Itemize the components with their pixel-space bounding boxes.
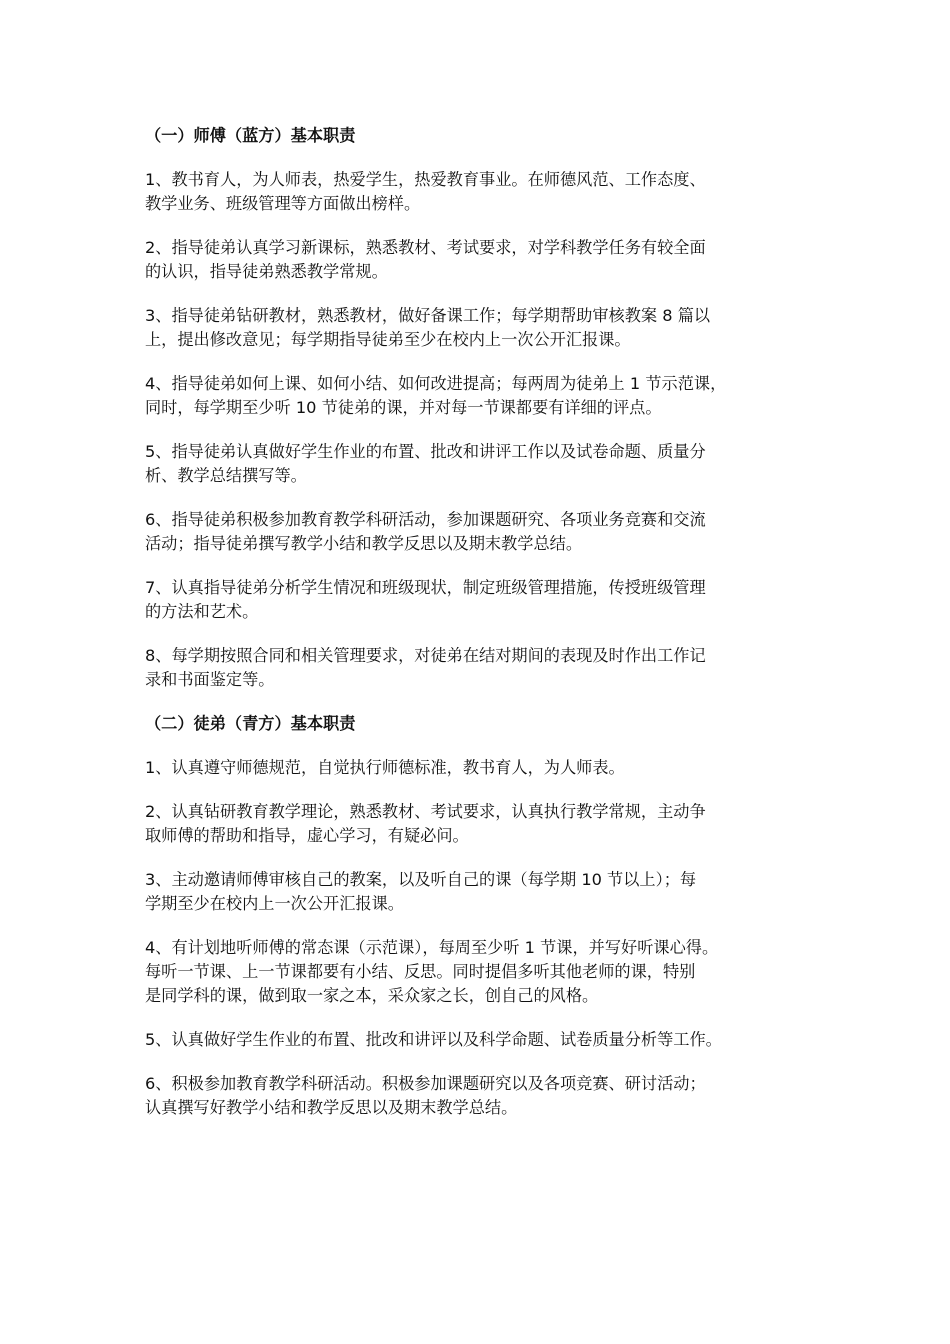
mentor-duty-8: [145, 644, 820, 692]
paragraph-line: 3、指导徒弟钻研教材，熟悉教材，做好备课工作；每学期帮助审核教案 8 篇以: [145, 306, 711, 325]
apprentice-duty-3: [145, 868, 820, 916]
paragraph-line: 活动；指导徒弟撰写教学小结和教学反思以及期末教学总结。: [145, 534, 583, 553]
apprentice-duty-2: [145, 800, 820, 848]
paragraph-line: 2、指导徒弟认真学习新课标，熟悉教材、考试要求，对学科教学任务有较全面: [145, 238, 706, 257]
paragraph-line: 的方法和艺术。: [145, 602, 259, 621]
mentor-duty-7: [145, 576, 820, 624]
paragraph-line: 4、有计划地听师傅的常态课（示范课），每周至少听 1 节课，并写好听课心得。: [145, 938, 719, 957]
paragraph-line: 1、认真遵守师德规范，自觉执行师德标准，教书育人，为人师表。: [145, 758, 625, 777]
paragraph-line: 上，提出修改意见；每学期指导徒弟至少在校内上一次公开汇报课。: [145, 330, 631, 349]
paragraph-line: 的认识，指导徒弟熟悉教学常规。: [145, 262, 388, 281]
section-heading-apprentice: （二）徒弟（青方）基本职责: [145, 714, 356, 733]
apprentice-duty-1: [145, 756, 820, 780]
paragraph-line: 录和书面鉴定等。: [145, 670, 275, 689]
section-heading-mentor: （一）师傅（蓝方）基本职责: [145, 126, 356, 145]
document-body: [145, 124, 820, 1140]
paragraph-line: 学期至少在校内上一次公开汇报课。: [145, 894, 404, 913]
paragraph-line: 8、每学期按照合同和相关管理要求，对徒弟在结对期间的表现及时作出工作记: [145, 646, 706, 665]
mentor-duty-1: [145, 168, 820, 216]
apprentice-duty-6: [145, 1072, 820, 1120]
mentor-duty-4: [145, 372, 820, 420]
paragraph-line: 1、教书育人，为人师表，热爱学生，热爱教育事业。在师德风范、工作态度、: [145, 170, 706, 189]
mentor-duty-2: [145, 236, 820, 284]
paragraph-line: 教学业务、班级管理等方面做出榜样。: [145, 194, 421, 213]
mentor-duty-6: [145, 508, 820, 556]
paragraph-line: 3、主动邀请师傅审核自己的教案，以及听自己的课（每学期 10 节以上）；每: [145, 870, 697, 889]
paragraph-line: 5、指导徒弟认真做好学生作业的布置、批改和讲评工作以及试卷命题、质量分: [145, 442, 706, 461]
mentor-duty-5: [145, 440, 820, 488]
paragraph-line: 6、积极参加教育教学科研活动。积极参加课题研究以及各项竞赛、研讨活动；: [145, 1074, 706, 1093]
mentor-duty-3: [145, 304, 820, 352]
apprentice-duty-5: [145, 1028, 820, 1052]
paragraph-line: 取师傅的帮助和指导，虚心学习，有疑必问。: [145, 826, 469, 845]
paragraph-line: 7、认真指导徒弟分析学生情况和班级现状，制定班级管理措施，传授班级管理: [145, 578, 706, 597]
paragraph-line: 认真撰写好教学小结和教学反思以及期末教学总结。: [145, 1098, 518, 1117]
paragraph-line: 6、指导徒弟积极参加教育教学科研活动，参加课题研究、各项业务竞赛和交流: [145, 510, 706, 529]
paragraph-line: 析、教学总结撰写等。: [145, 466, 307, 485]
paragraph-line: 4、指导徒弟如何上课、如何小结、如何改进提高；每两周为徒弟上 1 节示范课，: [145, 374, 727, 393]
paragraph-line: 2、认真钻研教育教学理论，熟悉教材、考试要求，认真执行教学常规，主动争: [145, 802, 706, 821]
paragraph-line: 每听一节课、上一节课都要有小结、反思。同时提倡多听其他老师的课，特别: [145, 962, 696, 981]
apprentice-duty-4: [145, 936, 820, 1008]
paragraph-line: 同时，每学期至少听 10 节徒弟的课，并对每一节课都要有详细的评点。: [145, 398, 662, 417]
paragraph-line: 是同学科的课，做到取一家之本，采众家之长，创自己的风格。: [145, 986, 599, 1005]
paragraph-line: 5、认真做好学生作业的布置、批改和讲评以及科学命题、试卷质量分析等工作。: [145, 1030, 722, 1049]
